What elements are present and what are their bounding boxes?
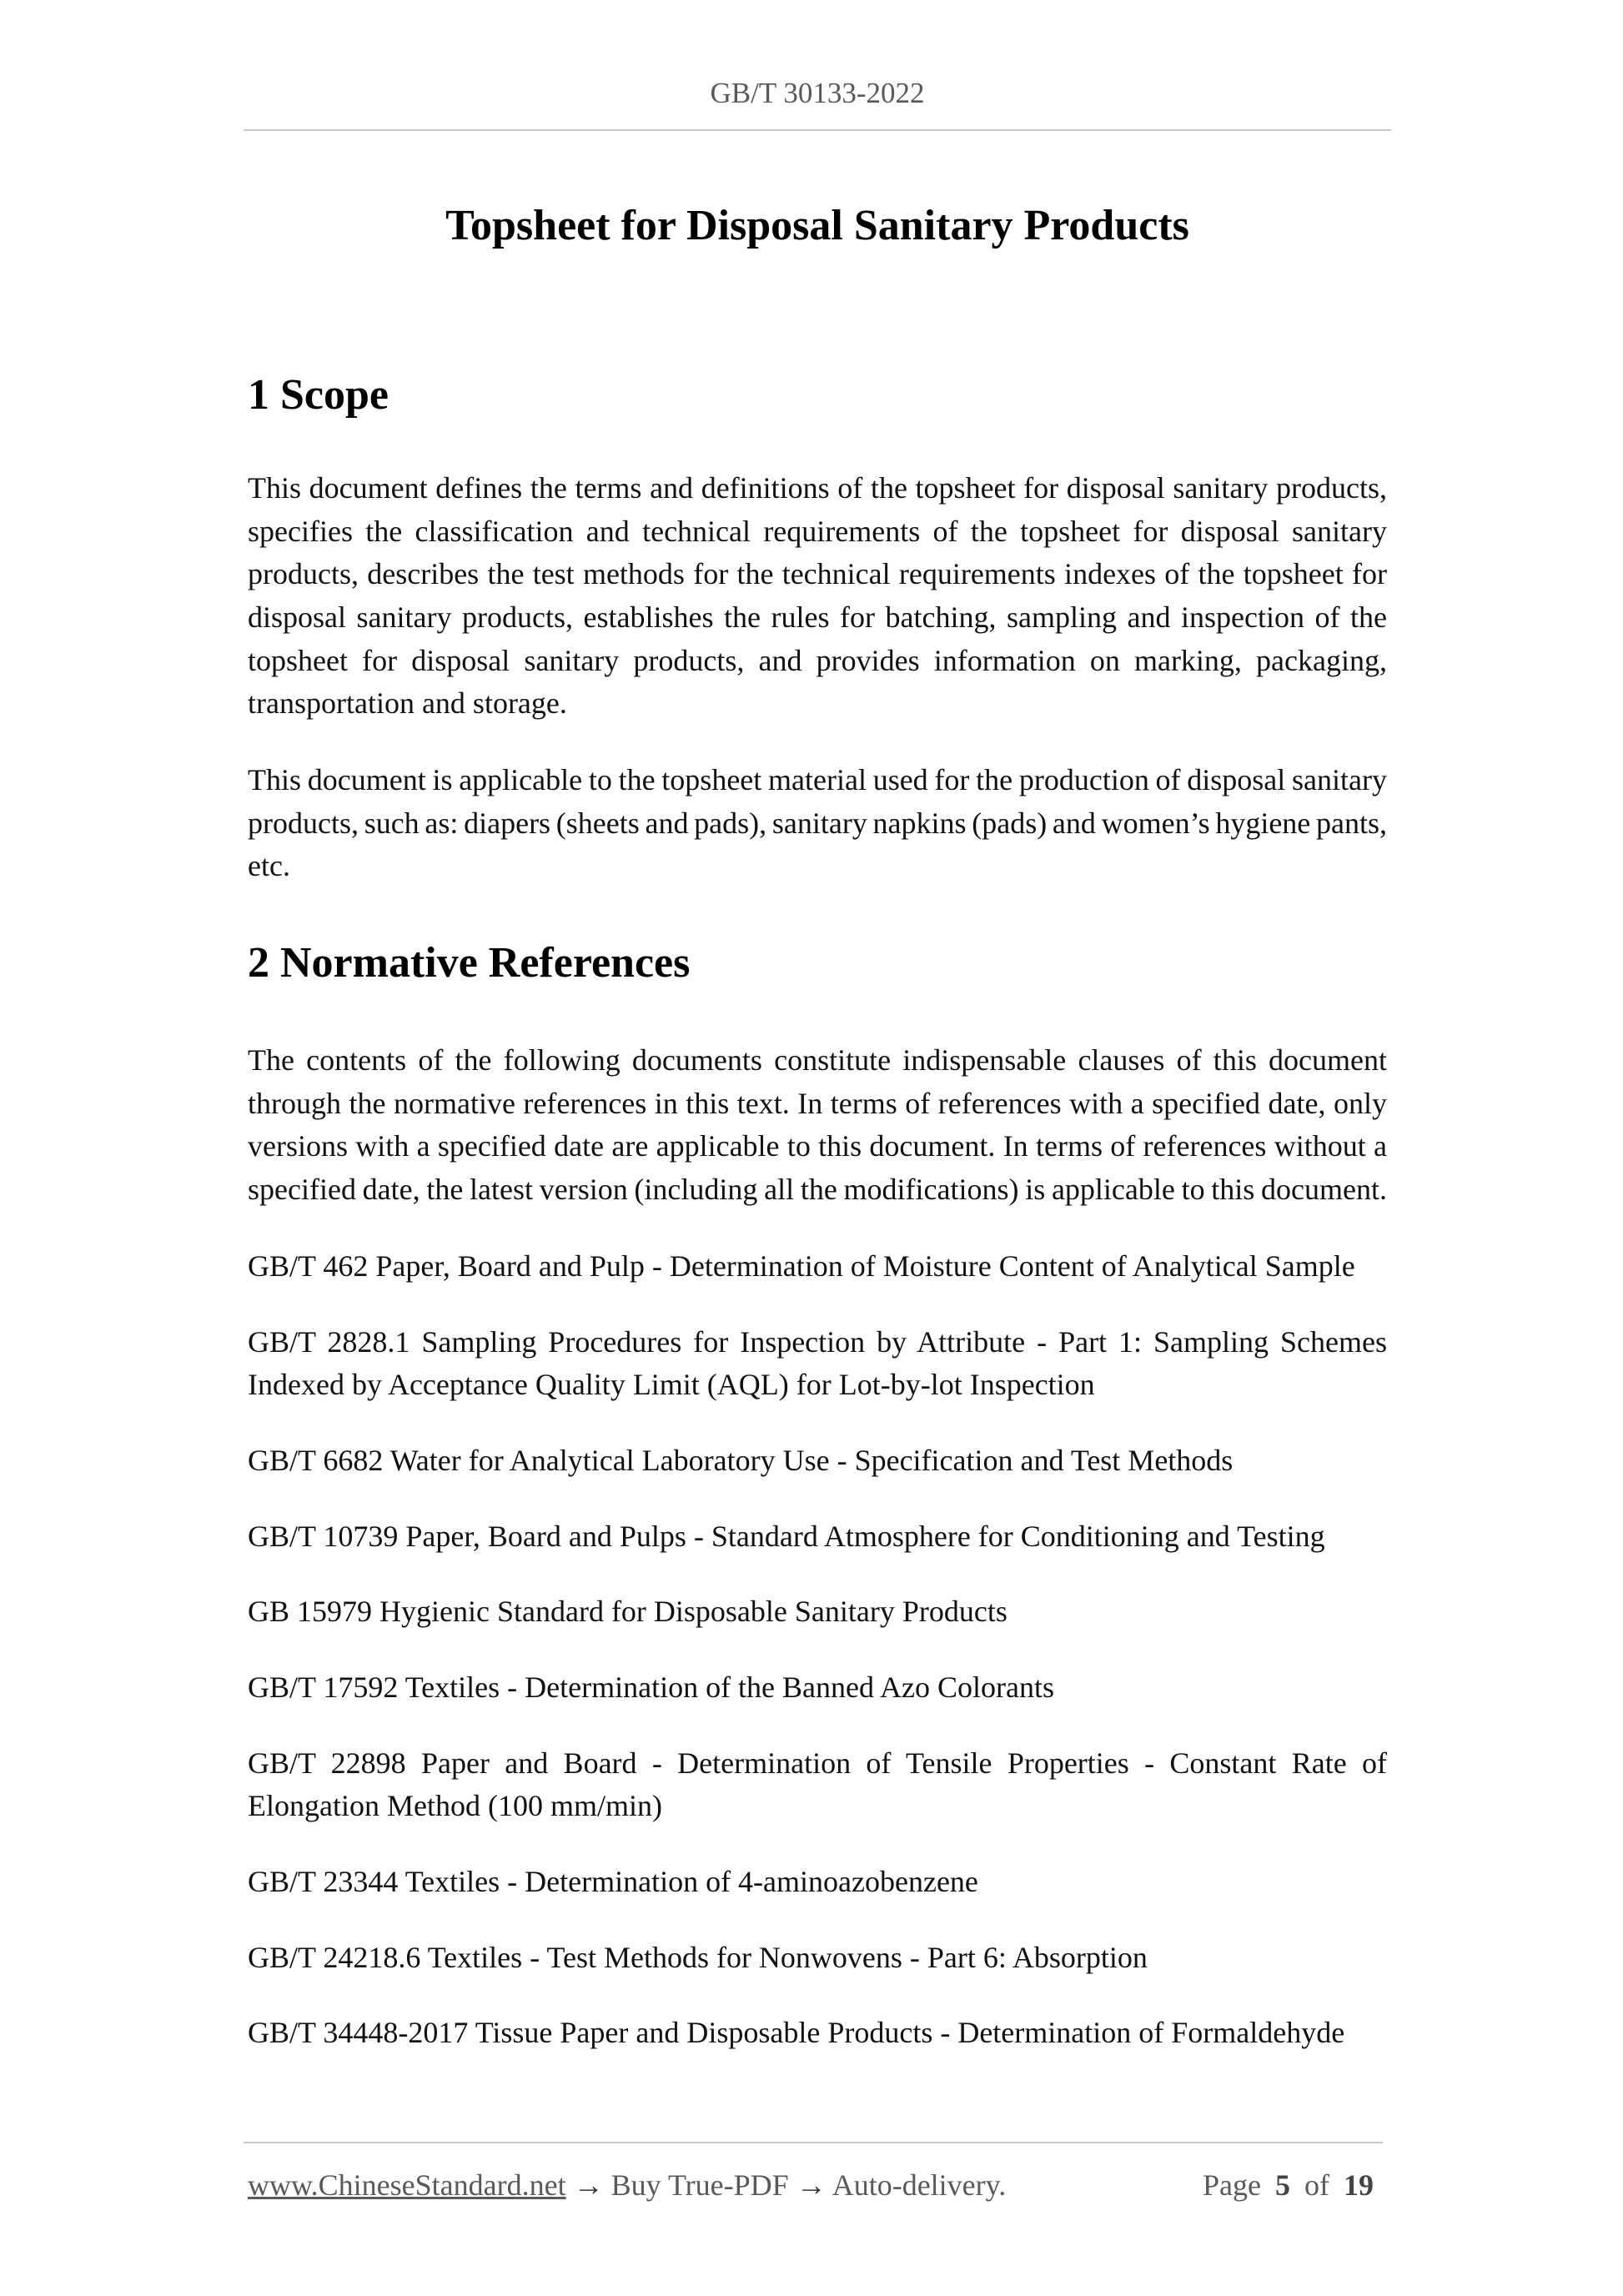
chinesestandard-link[interactable]: www.ChineseStandard.net: [248, 2168, 566, 2202]
normative-reference-item: [248, 1245, 1387, 1289]
footer-promo: [248, 2164, 1006, 2206]
reference-text-line: GB/T 22898 Paper and Board - Determination of Tensile Properties - Constant Rate of: [248, 1746, 1387, 1780]
footer-buy-text: Buy True-PDF: [611, 2168, 789, 2202]
normative-reference-item: [248, 1321, 1387, 1407]
reference-text-line: GB/T 10739 Paper, Board and Pulps - Standard Atmosphere for Conditioning and Testing: [248, 1519, 1325, 1553]
text-line: This document defines the terms and definitions of the topsheet for disposal sanitary products,: [248, 471, 1387, 505]
footer-divider: [244, 2142, 1383, 2143]
page-indicator: [1203, 2164, 1374, 2206]
reference-text-line: Indexed by Acceptance Quality Limit (AQL) for Lot-by-lot Inspection: [248, 1368, 1095, 1402]
text-line: specifies the classification and technical requirements of the topsheet for disposal sanitary: [248, 514, 1387, 548]
normative-reference-item: [248, 1439, 1387, 1483]
arrow-right-icon: →: [796, 2168, 827, 2202]
reference-text-line: GB/T 23344 Textiles - Determination of 4-aminoazobenzene: [248, 1864, 978, 1898]
text-line: disposal sanitary products, establishes the rules for batching, sampling and inspection of the: [248, 600, 1387, 634]
normative-reference-item: [248, 2012, 1387, 2055]
page-of-label: of: [1304, 2168, 1329, 2202]
reference-text-line: GB 15979 Hygienic Standard for Disposable Sanitary Products: [248, 1595, 1007, 1629]
normative-reference-item: [248, 1515, 1387, 1559]
reference-text-line: GB/T 17592 Textiles - Determination of the Banned Azo Colorants: [248, 1670, 1054, 1704]
text-line: products, describes the test methods for the technical requirements indexes of the topsheet for: [248, 557, 1387, 591]
document-title: Topsheet for Disposal Sanitary Products: [445, 202, 1189, 249]
text-line: specified date, the latest version (including all the modifications) is applicable to this document.: [248, 1172, 1388, 1206]
text-line: The contents of the following documents constitute indispensable clauses of this document: [248, 1043, 1387, 1077]
scope-paragraph-1: [248, 467, 1387, 726]
text-line: through the normative references in this text. In terms of references with a specified date, only: [248, 1086, 1387, 1120]
section-heading-scope: 1 Scope: [248, 371, 389, 419]
reference-text-line: Elongation Method (100 mm/min): [248, 1789, 662, 1823]
footer-delivery-text: Auto-delivery.: [832, 2168, 1007, 2202]
reference-text-line: GB/T 34448-2017 Tissue Paper and Disposable Products - Determination of Formaldehyde: [248, 2016, 1345, 2050]
normative-reference-item: [248, 1861, 1387, 1904]
total-pages-number: 19: [1343, 2168, 1374, 2202]
text-line: products, such as: diapers (sheets and pads), sanitary napkins (pads) and women’s hygiene pants,: [248, 806, 1387, 840]
reference-text-line: GB/T 6682 Water for Analytical Laboratory Use - Specification and Test Methods: [248, 1443, 1234, 1477]
scope-paragraph-2: [248, 759, 1387, 888]
header-divider: [244, 129, 1391, 131]
header-doc-number: GB/T 30133-2022: [710, 77, 925, 109]
reference-text-line: GB/T 24218.6 Textiles - Test Methods for Nonwovens - Part 6: Absorption: [248, 1940, 1148, 1974]
reference-text-line: GB/T 462 Paper, Board and Pulp - Determination of Moisture Content of Analytical Sample: [248, 1249, 1355, 1283]
text-line: transportation and storage.: [248, 686, 567, 721]
normative-reference-item: [248, 1937, 1387, 1980]
arrow-right-icon: →: [573, 2168, 604, 2202]
normative-reference-item: [248, 1742, 1387, 1828]
current-page-number: 5: [1274, 2168, 1290, 2202]
page-label: Page: [1203, 2168, 1261, 2202]
normative-reference-list: [248, 1245, 1387, 2088]
text-line: etc.: [248, 849, 290, 883]
section-heading-normative-references: 2 Normative References: [248, 939, 691, 987]
normative-reference-item: [248, 1590, 1387, 1634]
normative-reference-item: [248, 1666, 1387, 1710]
text-line: versions with a specified date are applicable to this document. In terms of references without a: [248, 1129, 1387, 1163]
normative-references-intro: [248, 1039, 1387, 1212]
reference-text-line: GB/T 2828.1 Sampling Procedures for Inspection by Attribute - Part 1: Sampling Schemes: [248, 1324, 1387, 1359]
text-line: This document is applicable to the topsheet material used for the production of disposal sanitary: [248, 763, 1387, 796]
text-line: topsheet for disposal sanitary products, and provides information on marking, packaging,: [248, 643, 1387, 677]
